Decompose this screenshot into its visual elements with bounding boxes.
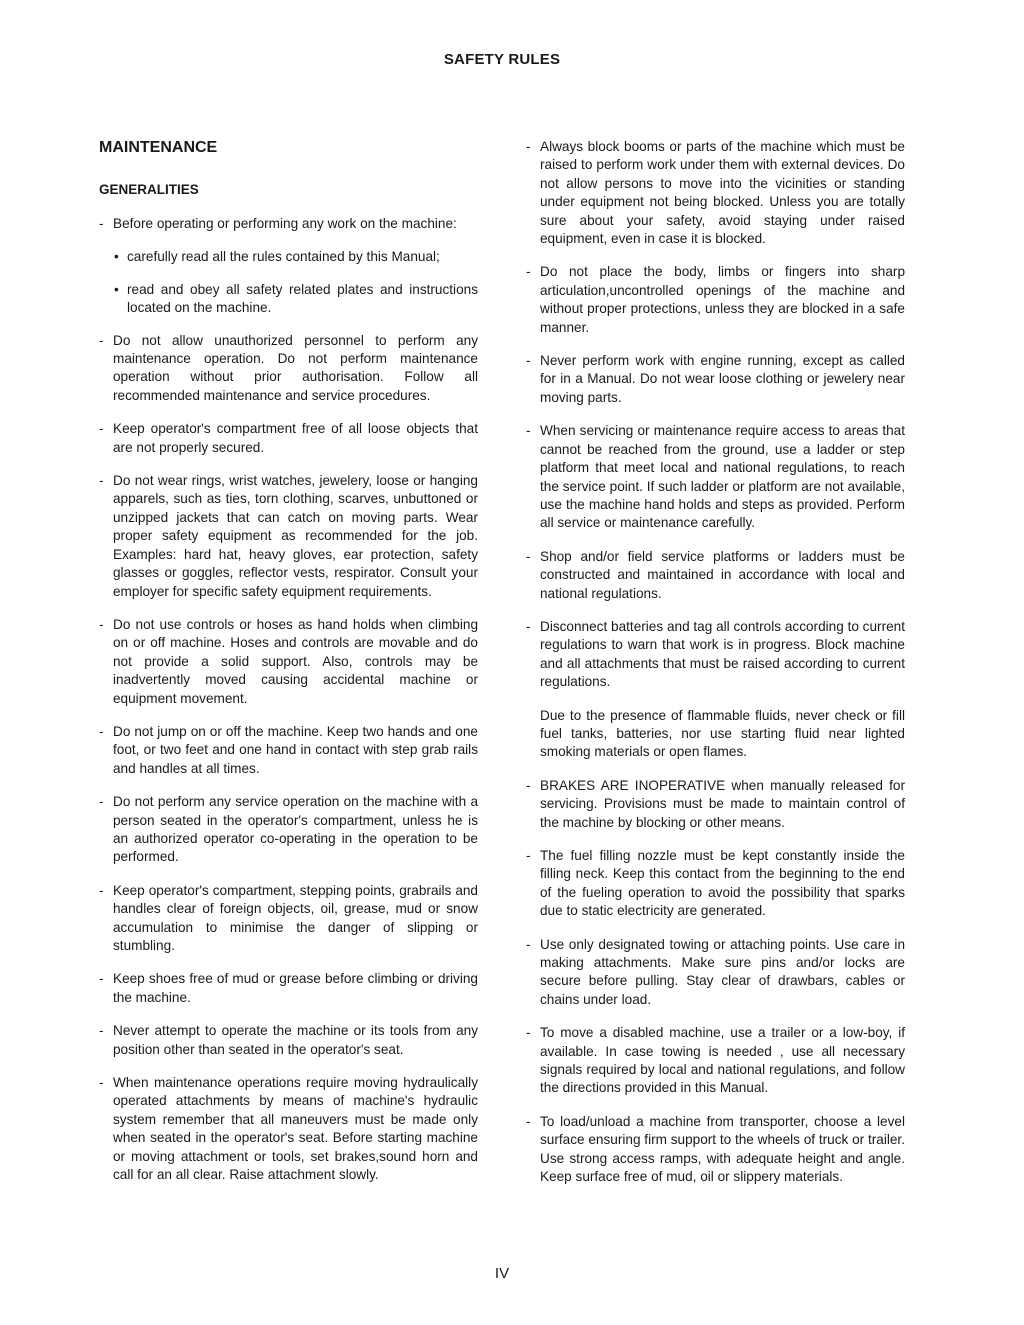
list-item <box>526 1113 905 1187</box>
item-text: Do not jump on or off the machine. Keep two hands and one foot, or two feet and one hand in contact with step grab rails and handles at all times. <box>113 723 478 776</box>
dash-marker: - <box>99 216 104 231</box>
item-text: Do not use controls or hoses as hand holds when climbing on or off machine. Hoses and controls are movable and do not provide a solid support. Also, controls may be inadvertently moved causing accidental machine or equipment movement. <box>113 616 478 706</box>
page-title: SAFETY RULES <box>443 51 561 68</box>
item-text: Always block booms or parts of the machine which must be raised to perform work under them with external devices. Do not allow persons to move into the vicinities or standing under equipment not being blocked. Unless you are totally sure about your safety, avoid staying under raised equipment, even in case it is blocked. <box>540 139 905 247</box>
bullet-item <box>99 248 478 266</box>
item-text: Never perform work with engine running, except as called for in a Manual. Do not wear loose clothing or jewelery near moving parts. <box>540 353 905 405</box>
item-text: Do not allow unauthorized personnel to perform any maintenance operation. Do not perform maintenance operation without prior authorisation. Follow all recommended maintenance and service procedures. <box>113 332 478 403</box>
item-text: Do not perform any service operation on the machine with a person seated in the operator's compartment, unless he is an authorized operator co-operating in the operation to be performed. <box>113 794 478 865</box>
item-text: The fuel filling nozzle must be kept constantly inside the filling neck. Keep this contact from the beginning to the end of the fueling operation to avoid the possibility that sparks due to static electricity are generated. <box>540 848 905 919</box>
list-item <box>99 616 478 708</box>
item-text: When maintenance operations require moving hydraulically operated attachments by means of machine's hydraulic system remember that all maneuvers must be made only when seated in the operator's seat. Before starting machine or moving attachment or tools, set brakes,sound horn and call for an all clear. Raise attachment slowly. <box>113 1075 478 1183</box>
item-text: To load/unload a machine from transporter, choose a level surface ensuring firm support to the wheels of truck or trailer. Use strong access ramps, with adequate height and angle. Keep surface free of mud, oil or slippery materials. <box>540 1113 905 1185</box>
list-item <box>526 352 905 407</box>
list-item <box>526 138 905 248</box>
bullet-item <box>99 281 478 318</box>
list-item <box>526 422 905 532</box>
bullet-text: carefully read all the rules contained by this Manual; <box>127 249 440 265</box>
dash-marker: - <box>526 1113 531 1129</box>
item-text: To move a disabled machine, use a trailer or a low-boy, if available. In case towing is needed , use all necessary signals required by local and national regulations, and follow the directions provided in this Manual. <box>540 1025 905 1096</box>
dash-marker: - <box>99 723 104 739</box>
list-item <box>99 332 478 406</box>
item-text: Disconnect batteries and tag all controls according to current regulations to warn that work is in progress. Block machine and all attachments that must be raised according to current regulations. <box>540 618 905 690</box>
list-item <box>99 882 478 956</box>
dash-marker: - <box>526 548 531 564</box>
list-item <box>526 618 905 692</box>
list-item <box>526 847 905 921</box>
list-item <box>526 263 905 337</box>
list-item <box>99 472 478 601</box>
list-item <box>526 936 905 1010</box>
dash-marker: - <box>99 1075 104 1091</box>
dash-marker: - <box>526 423 531 439</box>
bullet-marker: • <box>114 281 119 297</box>
item-text: Never attempt to operate the machine or its tools from any position other than seated in the operator's seat. <box>113 1023 478 1057</box>
bullet-marker: • <box>114 249 119 265</box>
dash-marker: - <box>99 421 104 437</box>
dash-marker: - <box>99 1023 104 1039</box>
item-text: Use only designated towing or attaching points. Use care in making attachments. Make sure pins and/or locks are secure before pulling. Stay clear of drawbars, cables or chains under load. <box>540 936 905 1007</box>
list-item <box>99 215 478 233</box>
dash-marker: - <box>99 794 104 810</box>
dash-marker: - <box>99 882 104 898</box>
list-item <box>99 1022 478 1059</box>
dash-marker: - <box>526 139 531 154</box>
item-text: BRAKES ARE INOPERATIVE when manually released for servicing. Provisions must be made to maintain control of the machine by blocking or other means. <box>540 777 905 830</box>
list-item <box>99 723 478 778</box>
list-item <box>99 970 478 1007</box>
item-text: Before operating or performing any work on the machine: <box>113 216 457 231</box>
bullet-text: read and obey all safety related plates and instructions located on the machine. <box>127 281 478 316</box>
list-item <box>526 548 905 603</box>
dash-marker: - <box>526 264 531 280</box>
page-number: IV <box>494 1265 510 1282</box>
dash-marker: - <box>526 618 531 634</box>
dash-marker: - <box>99 332 104 348</box>
item-text: Do not wear rings, wrist watches, jewelery, loose or hanging apparels, such as ties, torn clothing, scarves, unbuttoned or unzipped jackets that can catch on moving parts. Wear proper safety equipment as recommended for the job. Examples: hard hat, heavy gloves, ear protection, safety glasses or goggles, reflector vests, respirator. Consult your employer for specific safety equipment requirements. <box>113 473 478 599</box>
list-item <box>99 793 478 867</box>
left-column <box>99 138 478 1199</box>
item-text: When servicing or maintenance require access to areas that cannot be reached from the ground, use a ladder or step platform that meet local and national regulations, to reach the service point. If such ladder or platform are not available, use the machine hand holds and steps as provided. Perform all service or maintenance carefully. <box>540 423 905 531</box>
item-text: Shop and/or field service platforms or ladders must be constructed and maintained in accordance with local and national regulations. <box>540 548 905 601</box>
item-text: Keep shoes free of mud or grease before climbing or driving the machine. <box>113 971 478 1005</box>
item-text: Keep operator's compartment free of all loose objects that are not properly secured. <box>113 421 478 455</box>
note-paragraph: Due to the presence of flammable fluids, never check or fill fuel tanks, batteries, nor use starting fluid near lighted smoking materials or open flames. <box>540 707 905 760</box>
dash-marker: - <box>99 616 104 632</box>
dash-marker: - <box>99 971 104 987</box>
subsection-heading: GENERALITIES <box>99 182 199 197</box>
dash-marker: - <box>526 777 531 793</box>
list-item <box>526 777 905 832</box>
list-item <box>99 1074 478 1184</box>
dash-marker: - <box>526 353 531 369</box>
list-item <box>99 420 478 457</box>
item-text: Keep operator's compartment, stepping points, grabrails and handles clear of foreign objects, oil, grease, mud or snow accumulation to minimise the danger of slipping or stumbling. <box>113 882 478 953</box>
list-item <box>526 1024 905 1098</box>
section-heading: MAINTENANCE <box>99 139 218 156</box>
right-column <box>526 138 905 1202</box>
dash-marker: - <box>526 848 531 863</box>
dash-marker: - <box>526 1025 531 1041</box>
item-text: Do not place the body, limbs or fingers into sharp articulation,uncontrolled openings of the machine and without proper protections, unless they are blocked in a safe manner. <box>540 264 905 335</box>
dash-marker: - <box>526 936 531 952</box>
dash-marker: - <box>99 473 104 489</box>
